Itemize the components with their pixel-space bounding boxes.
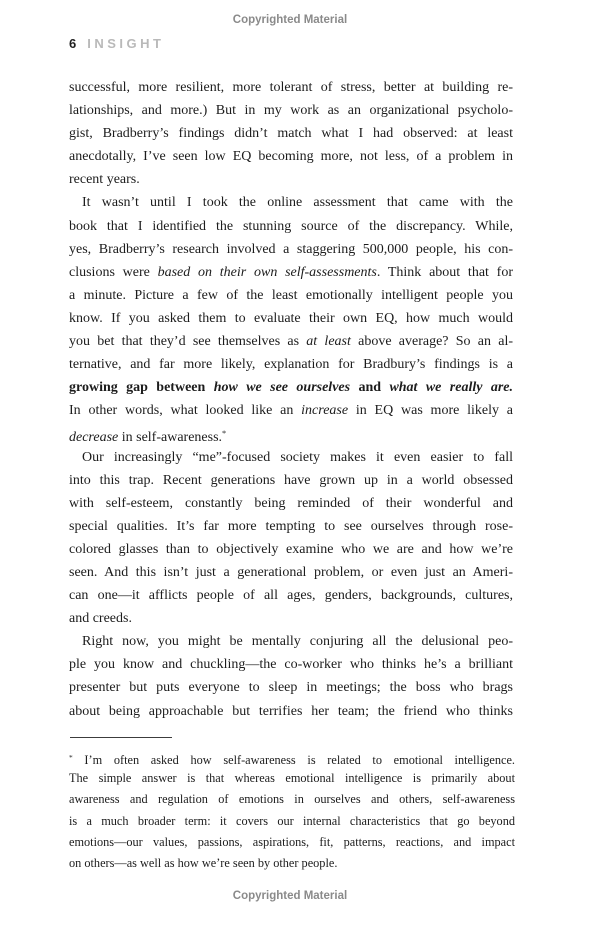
text-line: seen. And this isn’t just a generational problem, or even just an Ameri- [69, 564, 513, 580]
text-line: awareness and regulation of emotions in ourselves and others, self-awareness [69, 792, 515, 807]
text-line: successful, more resilient, more tolerant of stress, better at building re- [69, 80, 513, 95]
text-line: ternative, and far more likely, explanation for Bradbury’s findings is a [69, 357, 513, 373]
text-line: know. If you asked them to evaluate their own EQ, how much would [69, 310, 513, 326]
text-line: It wasn’t until I took the online assessment that came with the [82, 195, 513, 211]
text-line: gist, Bradberry’s findings didn’t match what I had observed: at least [69, 126, 513, 142]
running-header [69, 36, 164, 51]
footnote-divider [70, 737, 172, 738]
text-line: ple you know and chuckling—the co-worker who thinks he’s a brilliant [69, 657, 513, 673]
text-line: clusions were based on their own self-assessments. Think about that for [69, 264, 513, 280]
body-text [69, 76, 513, 723]
copyright-notice-bottom: Copyrighted Material [232, 890, 348, 902]
text-line: Right now, you might be mentally conjuring all the delusional peo- [82, 634, 513, 650]
text-line: anecdotally, I’ve seen low EQ becoming more, not less, of a problem in [69, 149, 513, 165]
text-line: emotions—our values, passions, aspirations, fit, patterns, reactions, and impact [69, 834, 515, 849]
text-line: decrease in self-awareness.* [69, 429, 227, 446]
copyright-notice-top: Copyrighted Material [232, 14, 348, 26]
text-line: growing gap between how we see ourselves and what we really are. [69, 380, 513, 396]
text-line: special qualities. It’s far more tempting to see ourselves through rose- [69, 518, 513, 534]
text-line: Our increasingly “me”-focused society makes it even easier to fall [82, 449, 513, 465]
text-line: on others—as well as how we’re seen by other people. [69, 855, 338, 870]
text-line: a minute. Picture a few of the least emotionally intelligent people you [69, 287, 513, 303]
text-line: book that I identified the stunning source of the discrepancy. While, [69, 218, 513, 234]
text-line: with self-esteem, constantly being reminded of their wonderful and [69, 495, 513, 511]
text-line: * I’m often asked how self-awareness is related to emotional intelligence. [69, 753, 515, 767]
text-line: and creeds. [69, 611, 132, 627]
text-line: about being approachable but terrifies her team; the friend who thinks [69, 703, 513, 719]
text-line: The simple answer is that whereas emotional intelligence is primarily about [69, 771, 515, 786]
text-line: you bet that they’d see themselves as at least above average? So an al- [69, 334, 513, 350]
text-line: lationships, and more.) But in my work as an organizational psycholo- [69, 103, 513, 119]
text-line: is a much broader term: it covers our internal characteristics that go beyond [69, 813, 515, 828]
text-line: presenter but puts everyone to sleep in meetings; the boss who brags [69, 680, 513, 696]
footnote [69, 747, 515, 874]
text-line: recent years. [69, 172, 140, 188]
text-line: into this trap. Recent generations have grown up in a world obsessed [69, 472, 513, 488]
text-line: In other words, what looked like an increase in EQ was more likely a [69, 403, 513, 419]
book-title: INSIGHT [87, 36, 165, 51]
text-line: yes, Bradberry’s research involved a staggering 500,000 people, his con- [69, 241, 513, 257]
text-line: can one—it afflicts people of all ages, genders, backgrounds, cultures, [69, 588, 513, 604]
text-line: colored glasses than to objectively examine who we are and how we’re [69, 541, 513, 557]
page-number: 6 [69, 36, 77, 51]
